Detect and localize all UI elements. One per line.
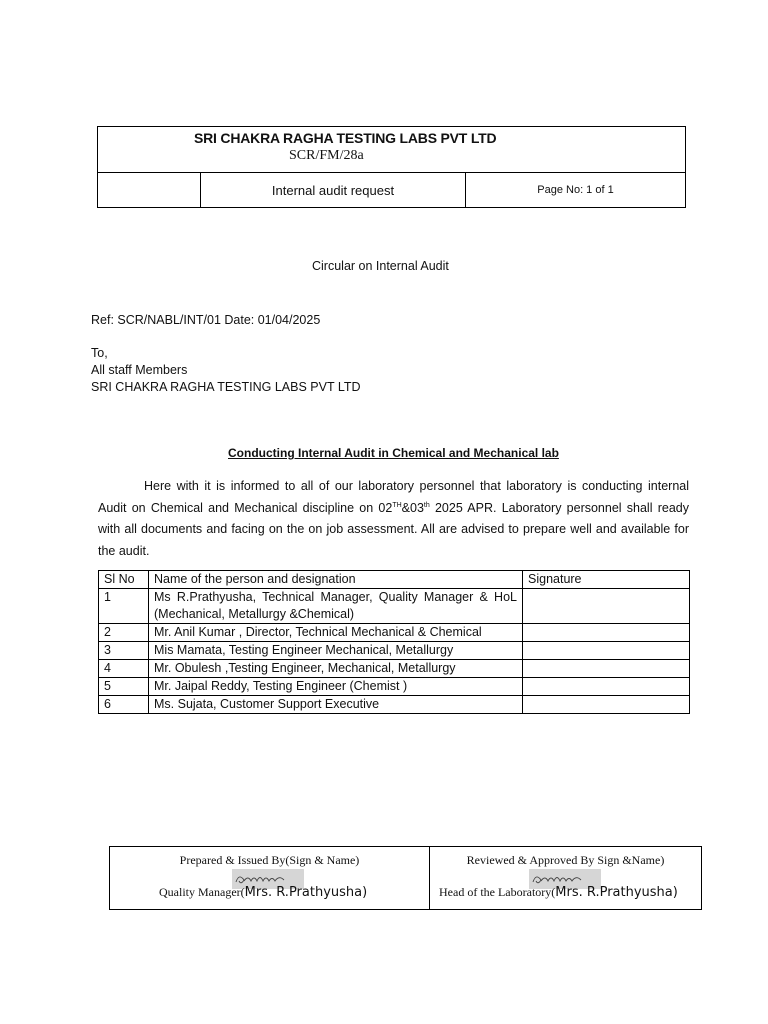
- approved-role: Head of the Laboratory(: [439, 885, 556, 899]
- address-to: To,: [91, 346, 108, 360]
- form-code: SCR/FM/28a: [289, 148, 364, 163]
- row-signature: [523, 624, 690, 642]
- prepared-role: Quality Manager(: [159, 885, 245, 899]
- row-signature: [523, 696, 690, 714]
- signature-block: [109, 846, 702, 910]
- body-part1: Here with it is informed to all of our laboratory personnel that laboratory is conducting internal Audit on Chemical and Mechanical discipline on 02: [98, 479, 689, 515]
- header-bottom-row: [98, 173, 685, 207]
- prepared-by-label: Prepared & Issued By(Sign & Name): [179, 853, 360, 867]
- approved-by-cell: [430, 847, 701, 909]
- body-part3: 2025 APR. Laboratory personnel shall ready with all documents and facing on the on job assessment. All are advised to prepare well and available for the audit.: [98, 500, 689, 558]
- document-title: Internal audit request: [201, 173, 466, 207]
- row-sl: 2: [99, 624, 149, 642]
- approved-by-signer: [439, 885, 678, 900]
- header-sl-no: Sl No: [99, 571, 149, 589]
- table-row: [99, 624, 690, 642]
- row-signature: [523, 678, 690, 696]
- body-sup2: th: [423, 501, 430, 509]
- body-part2: &03: [401, 500, 424, 515]
- row-signature: [523, 660, 690, 678]
- row-name: Mr. Anil Kumar , Director, Technical Mechanical & Chemical: [149, 624, 523, 642]
- address-staff: All staff Members: [91, 363, 188, 377]
- row-sl: 6: [99, 696, 149, 714]
- body-sup1: TH: [392, 501, 402, 509]
- approved-name: Mrs. R.Prathyusha): [555, 885, 678, 900]
- circular-title: Circular on Internal Audit: [312, 259, 449, 273]
- staff-table: [98, 570, 690, 714]
- row-name: Ms. Sujata, Customer Support Executive: [149, 696, 523, 714]
- table-row: [99, 678, 690, 696]
- row-sl: 1: [99, 589, 149, 624]
- row-signature: [523, 642, 690, 660]
- table-row: [99, 660, 690, 678]
- prepared-name: Mrs. R.Prathyusha): [244, 885, 368, 900]
- header-empty-cell: [98, 173, 201, 207]
- table-row: [99, 589, 690, 624]
- prepared-by-cell: [110, 847, 430, 909]
- subject-line: Conducting Internal Audit in Chemical and Mechanical lab: [228, 446, 559, 460]
- address-company: SRI CHAKRA RAGHA TESTING LABS PVT LTD: [91, 380, 361, 394]
- reference-line: Ref: SCR/NABL/INT/01 Date: 01/04/2025: [91, 313, 321, 327]
- body-paragraph: [98, 476, 689, 562]
- row-sl: 5: [99, 678, 149, 696]
- row-sl: 3: [99, 642, 149, 660]
- table-header-row: [99, 571, 690, 589]
- row-sl: 4: [99, 660, 149, 678]
- row-name: Mr. Jaipal Reddy, Testing Engineer (Chemist ): [149, 678, 523, 696]
- company-name: SRI CHAKRA RAGHA TESTING LABS PVT LTD: [194, 130, 497, 146]
- header-name: Name of the person and designation: [149, 571, 523, 589]
- row-signature: [523, 589, 690, 624]
- row-name: Ms R.Prathyusha, Technical Manager, Quality Manager & HoL (Mechanical, Metallurgy &Chemical): [149, 589, 523, 624]
- header-top-row: [98, 127, 685, 173]
- row-name: Mis Mamata, Testing Engineer Mechanical, Metallurgy: [149, 642, 523, 660]
- table-row: [99, 642, 690, 660]
- table-row: [99, 696, 690, 714]
- document-header: [97, 126, 686, 208]
- header-signature: Signature: [523, 571, 690, 589]
- prepared-by-signer: [159, 885, 367, 900]
- page-number: Page No: 1 of 1: [537, 184, 614, 196]
- row-name: Mr. Obulesh ,Testing Engineer, Mechanical, Metallurgy: [149, 660, 523, 678]
- approved-by-label: Reviewed & Approved By Sign &Name): [466, 853, 665, 867]
